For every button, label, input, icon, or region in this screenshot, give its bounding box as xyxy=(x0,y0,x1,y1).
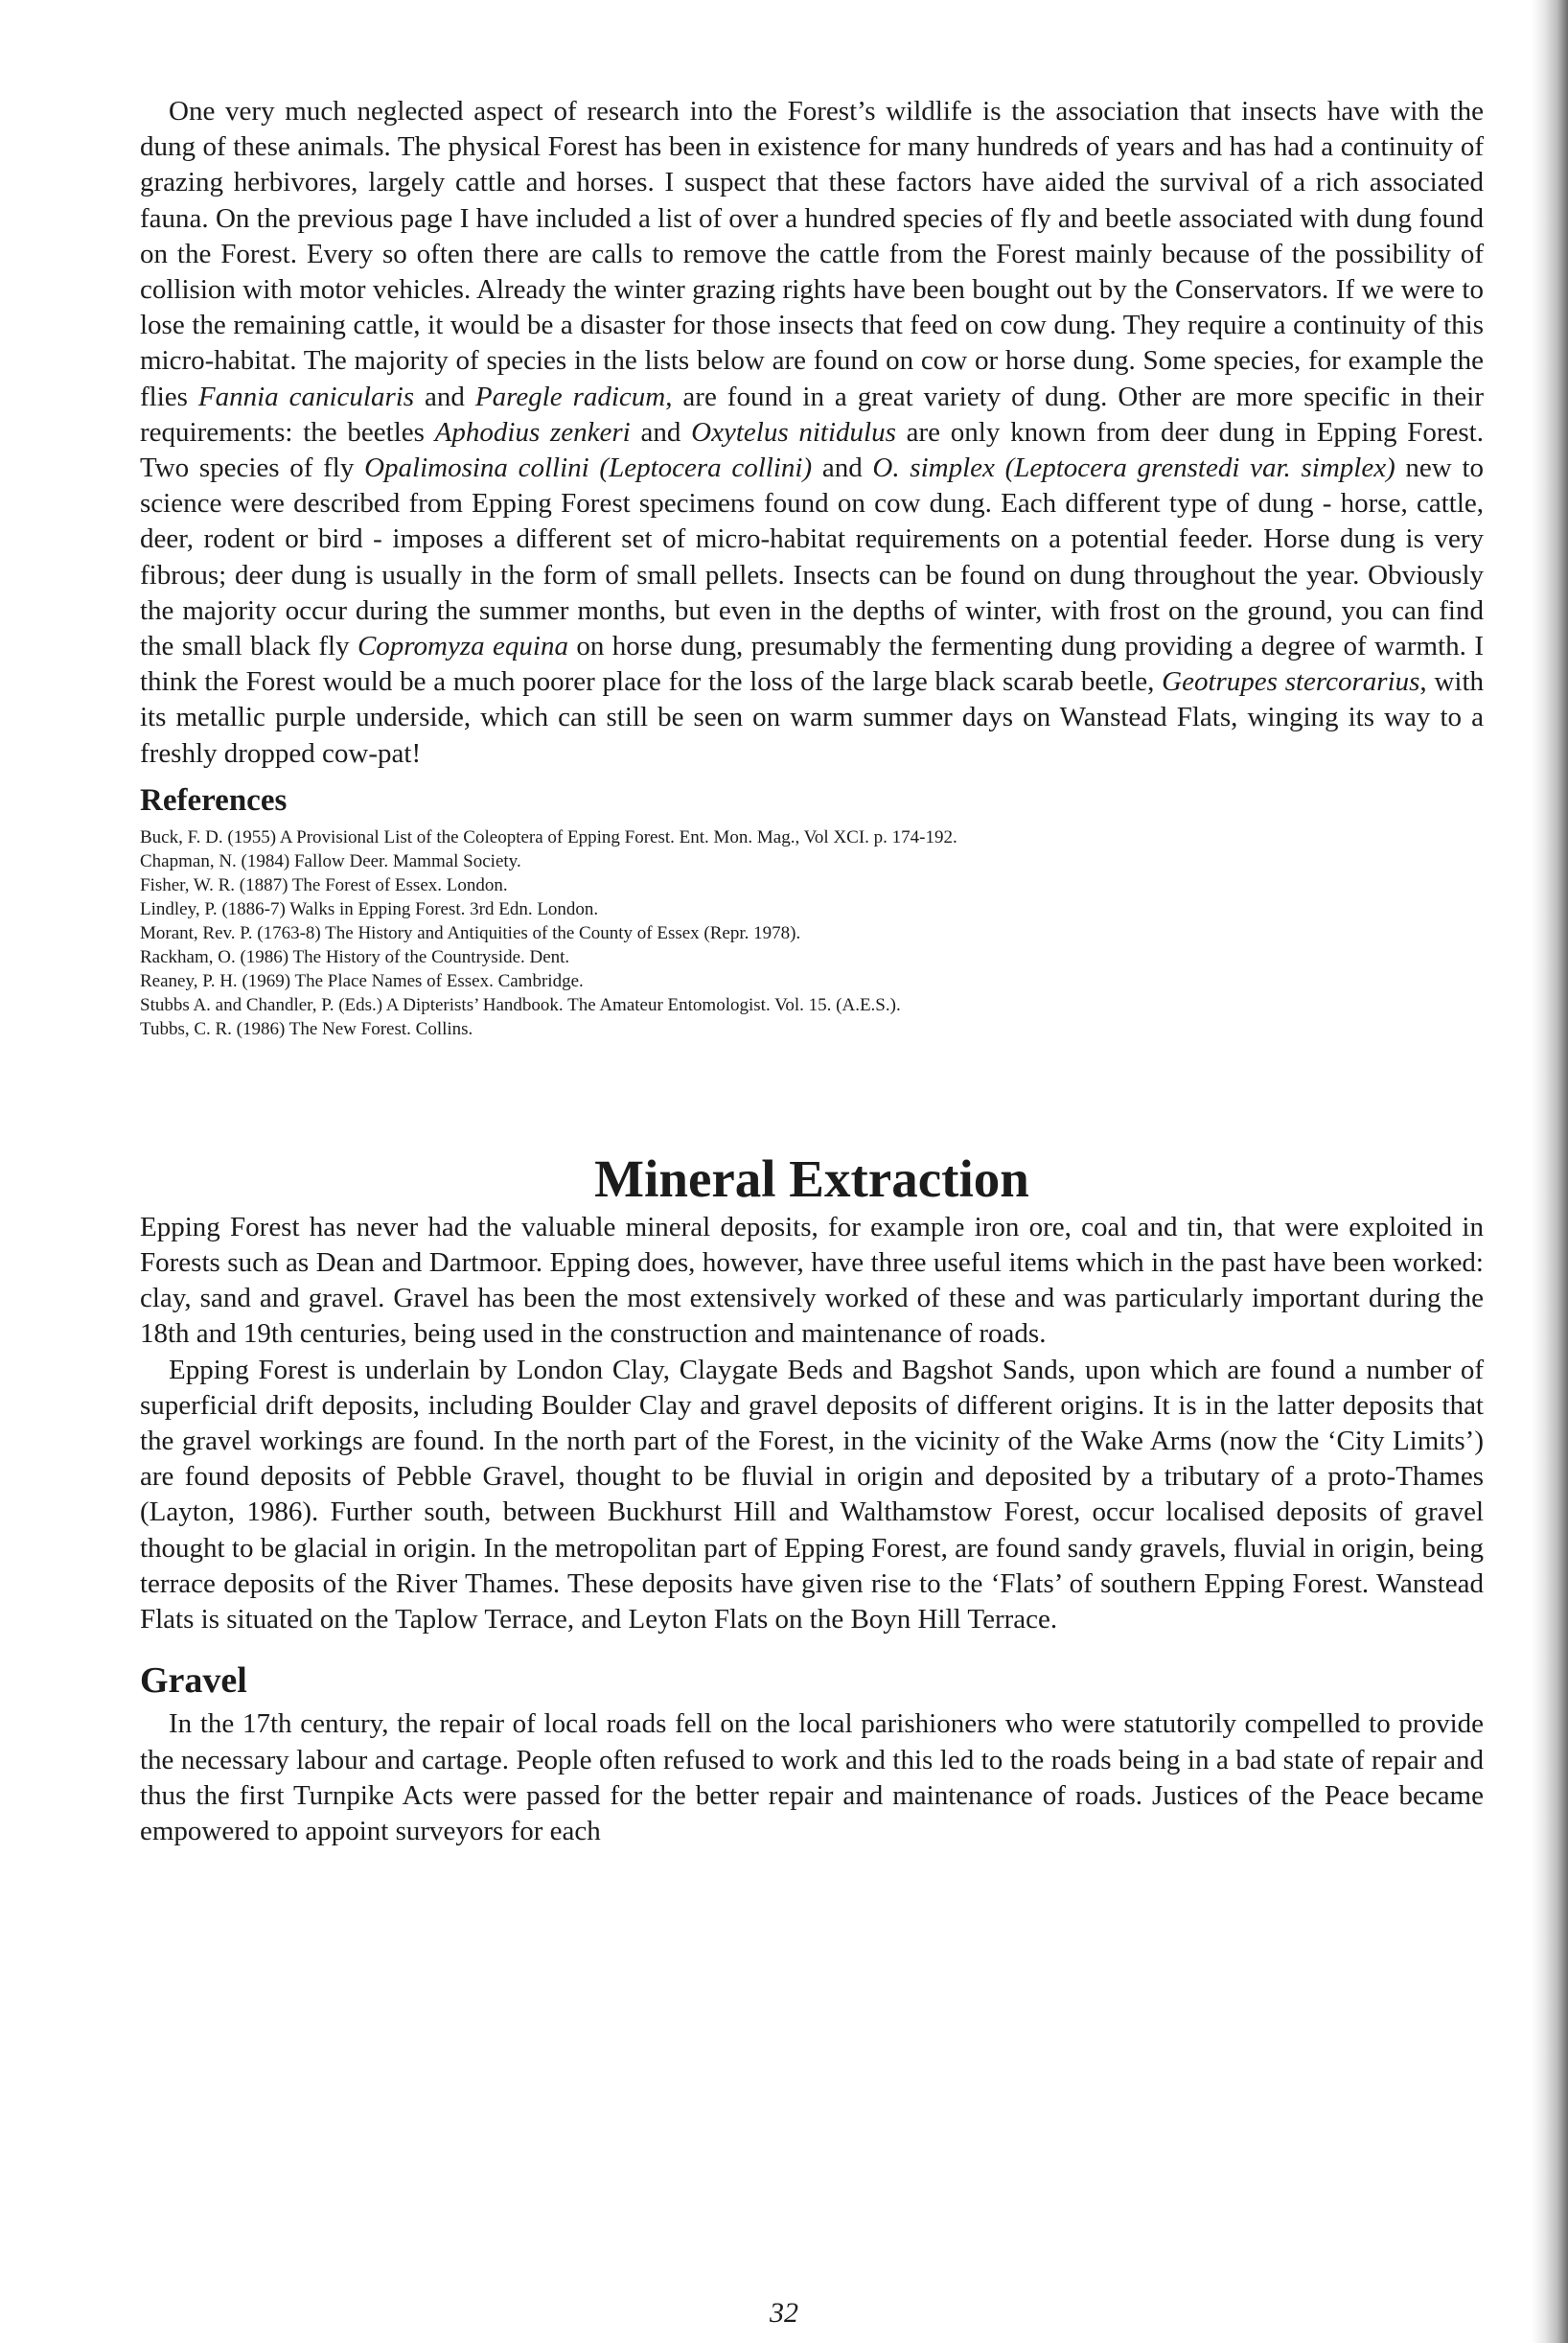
page-number: 32 xyxy=(770,2297,798,2329)
mineral-paragraph-2: Epping Forest is underlain by London Clay, Claygate Beds and Bagshot Sands, upon which are found a number of superficial drift deposits, including Boulder Clay and gravel deposits of different origins. It is in the latter deposits that the gravel workings are found. In the north part of the Forest, in the vicinity of the Wake Arms (now the ‘City Limits’) are found deposits of Pebble Gravel, thought to be fluvial in origin and deposited by a tributary of a proto-Thames (Layton, 1986). Further south, between Buckhurst Hill and Walthamstow Forest, occur localised deposits of gravel thought to be glacial in origin. In the metropolitan part of Epping Forest, are found sandy gravels, fluvial in origin, being terrace deposits of the River Thames. These deposits have given rise to the ‘Flats’ of southern Epping Forest. Wanstead Flats is situated on the Taplow Terrace, and Leyton Flats on the Boyn Hill Terrace. xyxy=(140,1354,1484,1635)
species-name: Oxytelus nitidulus xyxy=(691,416,896,448)
text-run: , with its metallic purple underside, which can still be seen on warm summer days on Wanstead Flats, winging its way to a freshly dropped cow-pat! xyxy=(140,666,1484,769)
reference-item: Morant, Rev. P. (1763-8) The History and Antiquities of the County of Essex (Repr. 1978). xyxy=(140,922,801,943)
text-run: and xyxy=(630,416,692,448)
species-name: Copromyza equina xyxy=(357,631,568,662)
text-run: new to science were described from Epping Forest specimens found on cow dung. Each different type of dung - horse, cattle, deer, rodent or bird - imposes a different set of micro-habitat requirements on a potential feeder. Horse dung is very fibrous; deer dung is usually in the form of small pellets. Insects can be found on dung throughout the year. Obviously the majority occur during the summer months, but even in the depths of winter, with frost on the ground, you can find the small black fly xyxy=(140,452,1485,662)
reference-item: Tubbs, C. R. (1986) The New Forest. Collins. xyxy=(140,1018,473,1039)
references-heading: References xyxy=(140,782,288,818)
species-name: Opalimosina collini (Leptocera collini) xyxy=(364,452,813,484)
reference-item: Lindley, P. (1886-7) Walks in Epping Forest. 3rd Edn. London. xyxy=(140,898,599,919)
species-name: Aphodius zenkeri xyxy=(434,416,631,448)
reference-item: Buck, F. D. (1955) A Provisional List of the Coleoptera of Epping Forest. Ent. Mon. Mag., Vol XCI. p. 174-192. xyxy=(140,826,957,847)
text-run: One very much neglected aspect of research into the Forest’s wildlife is the association that insects have with the dung of these animals. The physical Forest has been in existence for many hundreds of years and has had a continuity of grazing herbivores, largely cattle and horses. I suspect that these factors have aided the survival of a rich associated fauna. On the previous page I have included a list of over a hundred species of fly and beetle associated with dung found on the Forest. Every so often there are calls to remove the cattle from the Forest mainly because of the possibility of collision with motor vehicles. Already the winter grazing rights have been bought out by the Conservators. If we were to lose the remaining cattle, it would be a disaster for those insects that feed on cow dung. They require a continuity of this micro-habitat. The majority of species in the lists below are found on cow or horse dung. Some species, for example the flies xyxy=(140,96,1484,412)
text-run: are only known from deer dung in Epping Forest. Two species of fly xyxy=(140,416,1484,484)
reference-item: Fisher, W. R. (1887) The Forest of Essex. London. xyxy=(140,874,508,895)
references-list xyxy=(140,825,1484,1041)
species-name: Geotrupes stercorarius xyxy=(1162,666,1420,698)
mineral-paragraph-1: Epping Forest has never had the valuable mineral deposits, for example iron ore, coal and tin, that were exploited in Forests such as Dean and Dartmoor. Epping does, however, have three useful items which in the past have been worked: clay, sand and gravel. Gravel has been the most extensively worked of these and was particularly important during the 18th and 19th centuries, being used in the construction and maintenance of roads. xyxy=(140,1211,1484,1350)
dung-fauna-paragraph xyxy=(140,94,1484,772)
reference-item: Rackham, O. (1986) The History of the Countryside. Dent. xyxy=(140,946,570,967)
species-name: O. simplex (Leptocera grenstedi var. simplex) xyxy=(872,452,1395,484)
reference-item: Chapman, N. (1984) Fallow Deer. Mammal Society. xyxy=(140,850,521,871)
text-run: on horse dung, presumably the fermenting dung providing a degree of warmth. I think the Forest would be a much poorer place for the loss of the large black scarab beetle, xyxy=(140,631,1484,698)
page-edge-shadow xyxy=(1532,0,1568,2343)
gravel-paragraph: In the 17th century, the repair of local roads fell on the local parishioners who were statutorily compelled to provide the necessary labour and cartage. People often refused to work and this led to the roads being in a bad state of repair and thus the first Turnpike Acts were passed for the better repair and maintenance of roads. Justices of the Peace became empowered to appoint surveyors for each xyxy=(140,1708,1484,1846)
text-run: , are found in a great variety of dung. Other are more specific in their requirements: the beetles xyxy=(140,381,1485,448)
text-run: and xyxy=(812,452,873,484)
text-run: and xyxy=(414,381,475,412)
species-name: Fannia canicularis xyxy=(197,381,415,412)
section-title: Mineral Extraction xyxy=(594,1148,1029,1208)
species-name: Paregle radicum xyxy=(474,381,666,412)
reference-item: Reaney, P. H. (1969) The Place Names of Essex. Cambridge. xyxy=(140,970,584,991)
text-column xyxy=(140,94,1484,1849)
gravel-heading: Gravel xyxy=(140,1660,247,1702)
reference-item: Stubbs A. and Chandler, P. (Eds.) A Dipterists’ Handbook. The Amateur Entomologist. Vol. 15. (A.E.S.). xyxy=(140,994,901,1015)
